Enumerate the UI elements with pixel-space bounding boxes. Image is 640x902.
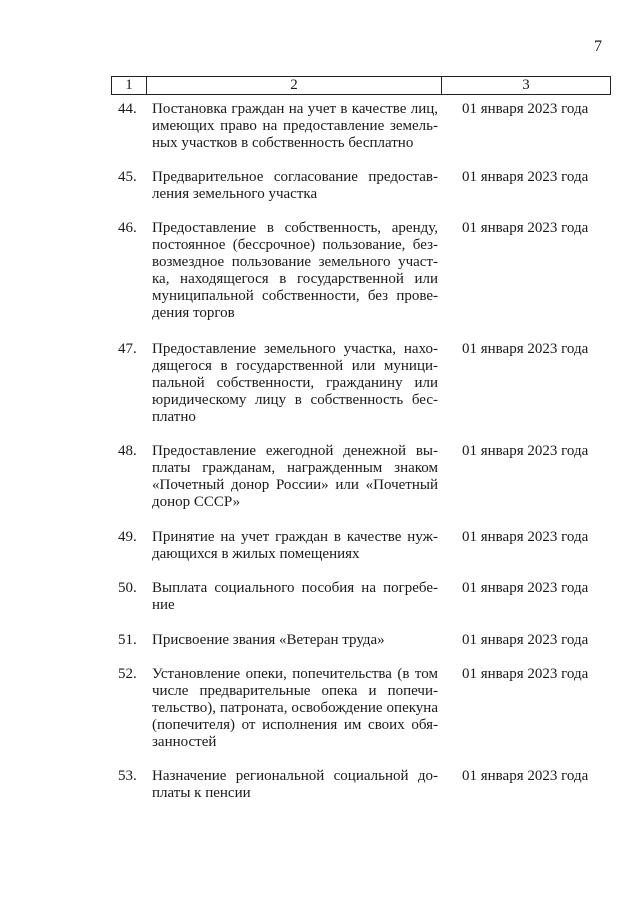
effective-date: 01 января 2023 года [462, 529, 589, 545]
description-line: Предоставление ежегодной денежной вы- [152, 443, 438, 459]
description-line: Постановка граждан на учет в качестве лиц, [152, 101, 438, 117]
page-number: 7 [594, 38, 602, 55]
service-description [152, 666, 438, 751]
description-line: имеющих право на предоставление земель- [152, 118, 438, 134]
row-number: 44. [118, 101, 137, 117]
description-line: возмездное пользование земельного участ- [152, 254, 438, 270]
description-line: ка, находящегося в государственной или [152, 271, 438, 287]
description-line: юридическому лицу в собственность бес- [152, 392, 438, 408]
effective-date: 01 января 2023 года [462, 443, 589, 459]
header-col-2: 2 [147, 77, 442, 94]
description-line: платы к пенсии [152, 785, 251, 801]
description-line: платно [152, 409, 196, 425]
service-description [152, 632, 438, 649]
effective-date: 01 января 2023 года [462, 169, 589, 185]
row-number: 45. [118, 169, 137, 185]
description-line: занностей [152, 734, 217, 750]
effective-date: 01 января 2023 года [462, 220, 589, 236]
description-line: муниципальной собственности, без прове- [152, 288, 438, 304]
effective-date: 01 января 2023 года [462, 580, 589, 596]
description-line: Предоставление земельного участка, нахо- [152, 341, 438, 357]
service-description [152, 580, 438, 614]
service-description [152, 220, 438, 322]
row-number: 47. [118, 341, 137, 357]
header-col-3: 3 [522, 77, 530, 93]
description-line: тельство), патроната, освобождение опекуна [152, 700, 438, 716]
description-line: ных участков в собственность бесплатно [152, 135, 414, 151]
effective-date: 01 января 2023 года [462, 768, 589, 784]
description-line: платы гражданам, награжденным знаком [152, 460, 438, 476]
description-line: дения торгов [152, 305, 235, 321]
description-line: Предварительное согласование предостав- [152, 169, 438, 185]
effective-date: 01 января 2023 года [462, 341, 589, 357]
row-number: 49. [118, 529, 137, 545]
effective-date: 01 января 2023 года [462, 632, 589, 648]
description-line: Принятие на учет граждан в качестве нуж- [152, 529, 438, 545]
table-header [111, 76, 611, 95]
row-number: 51. [118, 632, 137, 648]
effective-date: 01 января 2023 года [462, 101, 589, 117]
description-line: пальной собственности, гражданину или [152, 375, 438, 391]
service-description [152, 529, 438, 563]
service-description [152, 768, 438, 802]
service-description [152, 341, 438, 426]
description-line: ние [152, 597, 175, 613]
description-line: Назначение региональной социальной до- [152, 768, 438, 784]
service-description [152, 169, 438, 203]
header-col-1: 1 [112, 77, 147, 94]
description-line: Выплата социального пособия на погребе- [152, 580, 438, 596]
description-line: Предоставление в собственность, аренду, [152, 220, 438, 236]
description-line: дающихся в жилых помещениях [152, 546, 360, 562]
description-line: «Почетный донор России» или «Почетный [152, 477, 438, 493]
description-line: Установление опеки, попечительства (в том [152, 666, 438, 682]
description-line: ления земельного участка [152, 186, 318, 202]
description-line: постоянное (бессрочное) пользование, без- [152, 237, 438, 253]
description-line: донор СССР» [152, 494, 241, 510]
description-line: числе предварительные опека и попечи- [152, 683, 438, 699]
effective-date: 01 января 2023 года [462, 666, 589, 682]
row-number: 48. [118, 443, 137, 459]
description-line: Присвоение звания «Ветеран труда» [152, 632, 385, 648]
description-line: (попечителя) от исполнения им своих обя- [152, 717, 438, 733]
description-line: дящегося в государственной или муници- [152, 358, 438, 374]
service-description [152, 443, 438, 511]
row-number: 46. [118, 220, 137, 236]
row-number: 52. [118, 666, 137, 682]
service-description [152, 101, 438, 152]
row-number: 53. [118, 768, 137, 784]
row-number: 50. [118, 580, 137, 596]
